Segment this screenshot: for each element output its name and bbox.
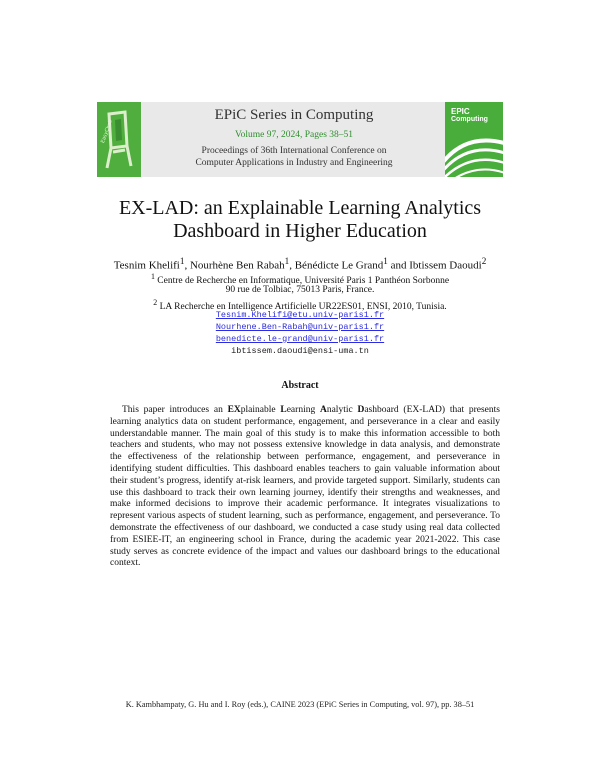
series-banner	[97, 102, 503, 177]
proceedings-line-1: Proceedings of 36th International Conference on	[201, 146, 387, 156]
title-line-1: EX-LAD: an Explainable Learning Analytics	[118, 197, 482, 219]
affiliation-1-address: 90 rue de Tolbiac, 75013 Paris, France.	[225, 285, 375, 295]
logo-computing-text: Computing	[451, 116, 488, 123]
author-3-sup: 1	[383, 256, 388, 266]
abstract-part-3: earning	[286, 405, 320, 415]
abstract-text	[110, 405, 500, 570]
epic-computing-logo	[445, 102, 503, 177]
email-link-3[interactable]: benedicte.le-grand@univ-paris1.fr	[215, 334, 385, 344]
abstract-bold-4: D	[357, 405, 365, 415]
abstract-part-2: plainable	[240, 405, 281, 415]
proceedings-info	[145, 145, 443, 169]
abstract-bold-2: L	[280, 405, 287, 415]
email-link-2[interactable]: Nourhene.Ben-Rabah@univ-paris1.fr	[215, 322, 385, 332]
abstract-part-5: ashboard (EX-LAD) that presents learning analytics data on student performance, engagement, and perseverance in a clear and easily understandable manner. The main goal of this study is to make this information accessible to both teachers and students, who may not possess extensive knowledge in data analysis, and demonstrate the effectiveness of the relationship between performance, engagement, and perseverance in identifying student difficulties. This dashboard enables teachers to gain valuable information about their student’s progress, identify at-risk learners, and provide targeted support. Similarly, students can use this dashboard to track their own learning journey, identify their strengths and weaknesses, and make informed decisions to improve their academic performance. It integrates visualizations to represent various aspects of student learning, such as performance, engagement, and perseverance. To demonstrate the effectiveness of our dashboard, we conducted a case study using real data collected from ESIEE-IT, an engineering school in France, during the academic year 2021-2022. This case study serves as concrete evidence of the impact and values our dashboard brings to the educational context.	[110, 405, 500, 569]
swirl-icon	[445, 126, 503, 177]
page-footer: K. Kambhampaty, G. Hu and I. Roy (eds.), CAINE 2023 (EPiC Series in Computing, vol. 97), pp. 38–51	[125, 700, 475, 709]
author-1-sup: 1	[179, 256, 185, 266]
volume-info: Volume 97, 2024, Pages 38–51	[234, 130, 354, 140]
author-2: Nourhène Ben Rabah	[189, 259, 285, 272]
author-2-sup: 1	[284, 256, 290, 266]
banner-text	[145, 102, 443, 169]
author-1: Tesnim Khelifi	[113, 259, 180, 272]
abstract-bold-3: A	[319, 405, 327, 415]
series-title: EPiC Series in Computing	[214, 107, 374, 123]
affiliation-2-sup: 2	[153, 298, 158, 307]
author-3: Bénédicte Le Grand	[294, 259, 384, 272]
abstract-part-4: nalytic	[326, 405, 358, 415]
author-and: and	[390, 259, 407, 272]
abstract-heading: Abstract	[281, 380, 319, 391]
proceedings-line-2: Computer Applications in Industry and Engineering	[195, 158, 393, 168]
easychair-logo	[97, 102, 141, 177]
authors-line: Tesnim Khelifi$^1$, Nourhène Ben Rabah$^1$, Bénédicte Le Grand$^1$ and Ibtissem Daoudi$^2$	[113, 256, 487, 272]
paper-title	[0, 197, 600, 243]
abstract-bold-1: EX	[227, 405, 241, 415]
affiliation-2-line-1: LA Recherche en Intelligence Artificielle UR22ES01, ENSI, 2010, Tunisia.	[159, 302, 447, 313]
author-4: Ibtissem Daoudi	[409, 259, 482, 272]
author-4-sup: 2	[481, 256, 487, 266]
affiliation-1-line-1: Centre de Recherche en Informatique, Université Paris 1 Panthéon Sorbonne	[157, 276, 450, 287]
email-link-1[interactable]: Tesnim.Khelifi@etu.univ-paris1.fr	[215, 310, 385, 320]
email-4: ibtissem.daoudi@ensi-uma.tn	[231, 346, 369, 356]
logo-text: EasyChair	[100, 118, 115, 145]
abstract-part-1: This paper introduces an	[122, 405, 228, 415]
logo-epic-text: EPIC	[451, 107, 470, 116]
affiliation-1-sup: 1	[150, 272, 155, 281]
title-line-2: Dashboard in Higher Education	[173, 220, 427, 242]
